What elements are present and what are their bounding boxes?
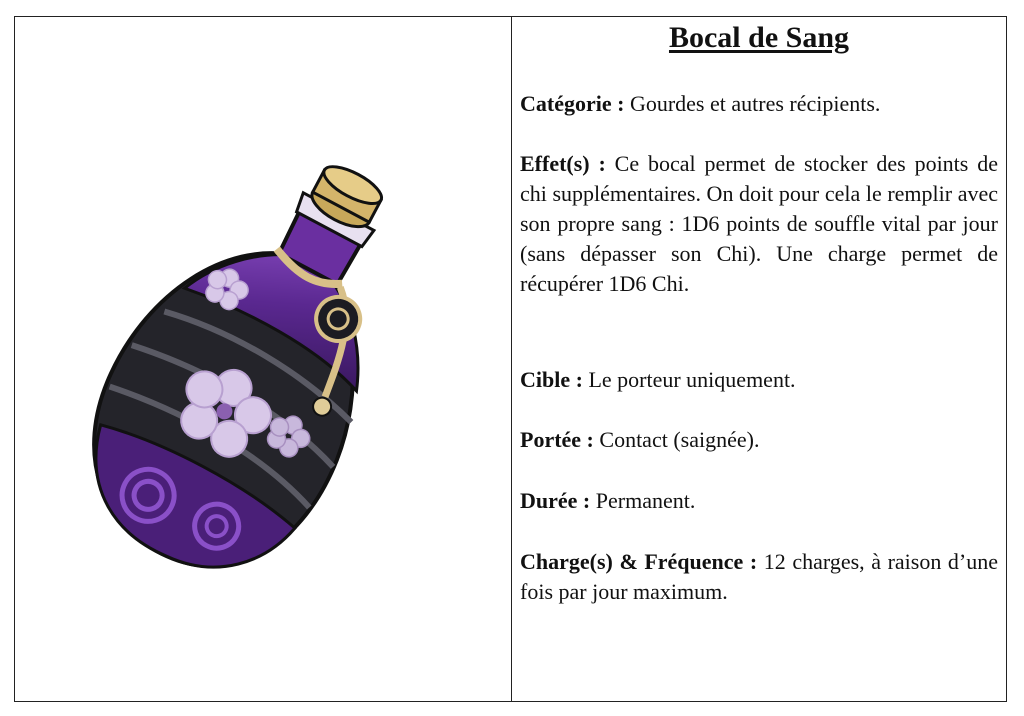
entry-duration (520, 486, 998, 516)
entry-label: Charge(s) & Fréquence : (520, 549, 758, 574)
item-title: Bocal de Sang (668, 21, 850, 54)
purple-blood-jar-icon (15, 17, 510, 701)
entry-text: Gourdes et autres récipients. (624, 91, 881, 116)
entry-label: Portée : (520, 427, 594, 452)
entry-label: Cible : (520, 367, 583, 392)
entry-text: Contact (saignée). (593, 427, 760, 452)
entry-effects (520, 149, 998, 299)
item-card (14, 16, 1007, 702)
description-panel (512, 17, 1006, 701)
entry-label: Durée : (520, 488, 591, 513)
entry-target (520, 365, 998, 395)
entry-category (520, 89, 998, 119)
entry-text: Permanent. (590, 488, 696, 513)
entry-range (520, 425, 998, 455)
entry-charges (520, 547, 998, 607)
entry-label: Effet(s) : (520, 151, 606, 176)
illustration-panel (15, 17, 512, 701)
entry-label: Catégorie : (520, 91, 625, 116)
entry-text: Ce bocal permet de stocker des points de chi supplémentaires. On doit pour cela le remplir avec son propre sang : 1D6 points de souffle vital par jour (sans dépasser son Chi). Une charge permet de récupérer 1D6 Chi. (520, 151, 998, 296)
entry-text: Le porteur uniquement. (582, 367, 796, 392)
entry-text: 12 charges, à raison d’une fois par jour maximum. (520, 549, 998, 604)
